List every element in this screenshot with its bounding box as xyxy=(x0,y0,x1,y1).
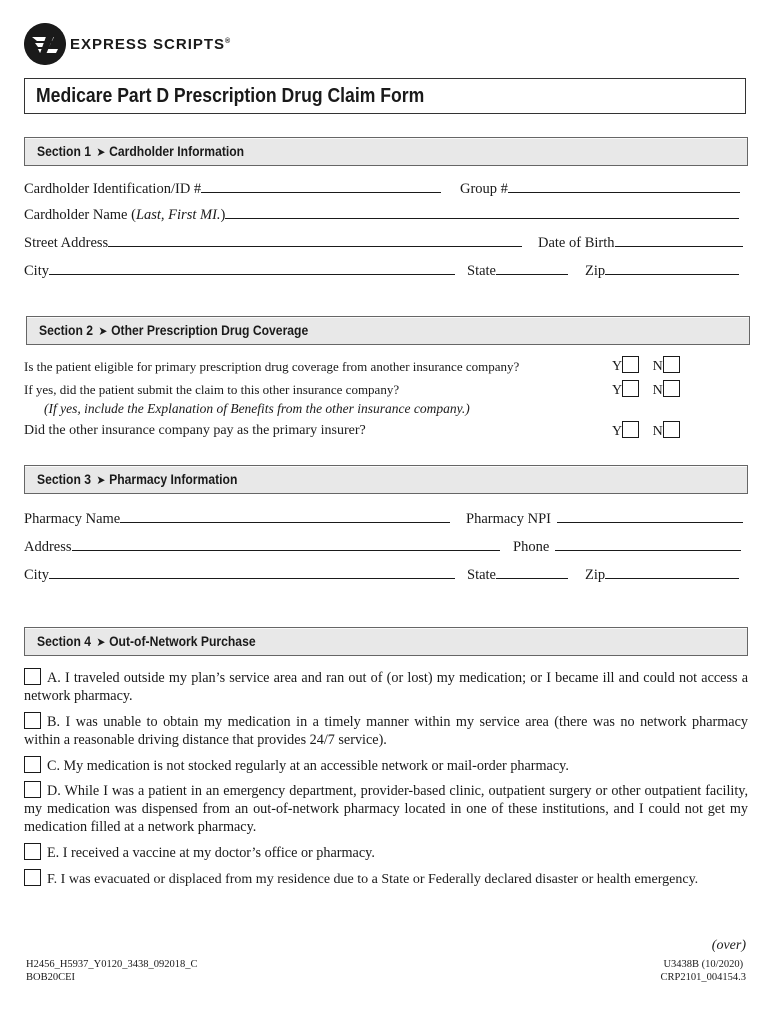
no-checkbox[interactable] xyxy=(663,380,680,397)
yes-checkbox[interactable] xyxy=(622,356,639,373)
option-e: E. I received a vaccine at my doctor’s office or pharmacy. xyxy=(24,843,748,862)
yes-checkbox[interactable] xyxy=(622,380,639,397)
pharmacy-zip-field[interactable]: Zip xyxy=(585,564,739,584)
option-c-checkbox[interactable] xyxy=(24,756,41,773)
cardholder-city-field[interactable]: City xyxy=(24,260,455,280)
option-e-checkbox[interactable] xyxy=(24,843,41,860)
explanation-of-benefits-note: (If yes, include the Explanation of Benefits from the other insurance company.) xyxy=(44,401,470,416)
pharmacy-city-field[interactable]: City xyxy=(24,564,455,584)
footer-code-1: H2456_H5937_Y0120_3438_092018_C xyxy=(26,959,198,970)
yn-submitted-claim: Y N xyxy=(612,380,680,399)
question-primary-insurer: Did the other insurance company pay as the primary insurer? xyxy=(24,423,366,438)
option-f-checkbox[interactable] xyxy=(24,869,41,886)
date-of-birth-field[interactable]: Date of Birth xyxy=(538,232,743,252)
question-eligible-other-coverage: Is the patient eligible for primary prescription drug coverage from another insurance company? xyxy=(24,359,520,374)
section-2-header: Section 2 ➤ Other Prescription Drug Coverage xyxy=(26,316,750,345)
arrow-icon: ➤ xyxy=(96,635,106,649)
pharmacy-state-field[interactable]: State xyxy=(467,564,568,584)
section-3-header: Section 3 ➤ Pharmacy Information xyxy=(24,465,748,494)
brand-name: EXPRESS SCRIPTS® xyxy=(70,35,232,53)
option-c: C. My medication is not stocked regularly at an accessible network or mail-order pharmacy. xyxy=(24,756,748,775)
pharmacy-name-field[interactable]: Pharmacy Name xyxy=(24,508,450,528)
express-scripts-logo xyxy=(24,24,231,64)
footer-form-ids xyxy=(661,958,746,984)
arrow-icon: ➤ xyxy=(96,473,106,487)
arrow-icon: ➤ xyxy=(98,324,108,338)
street-address-field[interactable]: Street Address xyxy=(24,232,522,252)
pharmacy-phone-field[interactable]: Phone xyxy=(513,536,741,556)
section-1-header: Section 1 ➤ Cardholder Information xyxy=(24,137,748,166)
question-submitted-claim: If yes, did the patient submit the claim to this other insurance company? xyxy=(24,382,400,397)
yn-eligible-other-coverage: Y N xyxy=(612,356,680,375)
footer-codes xyxy=(26,958,198,984)
option-a: A. I traveled outside my plan’s service area and ran out of (or lost) my medication; or I became ill and could not access a network pharmacy. xyxy=(24,670,748,704)
option-d: D. While I was a patient in an emergency department, provider-based clinic, outpatient surgery or other outpatient facility, my medication was dispensed from an out-of-network pharmacy located in one of these institutions, and I could not get my medication filled at a network pharmacy. xyxy=(24,783,748,835)
cardholder-name-field[interactable]: Cardholder Name (Last, First MI.) xyxy=(24,204,739,224)
cardholder-zip-field[interactable]: Zip xyxy=(585,260,739,280)
footer-code-2: BOB20CEI xyxy=(26,972,76,983)
option-d-checkbox[interactable] xyxy=(24,781,41,798)
doc-id: CRP2101_004154.3 xyxy=(660,972,746,983)
no-checkbox[interactable] xyxy=(663,421,680,438)
group-field[interactable]: Group # xyxy=(460,178,740,198)
arrow-icon: ➤ xyxy=(96,145,106,159)
form-id: U3438B (10/2020) xyxy=(663,959,744,970)
over-indicator: (over) xyxy=(711,938,746,953)
pharmacy-address-field[interactable]: Address xyxy=(24,536,500,556)
cardholder-state-field[interactable]: State xyxy=(467,260,568,280)
yes-checkbox[interactable] xyxy=(622,421,639,438)
option-a-checkbox[interactable] xyxy=(24,668,41,685)
form-title: Medicare Part D Prescription Drug Claim Form xyxy=(24,78,746,114)
option-b: B. I was unable to obtain my medication in a timely manner within my service area (there was no network pharmacy within a reasonable driving distance that provides 24/7 service). xyxy=(24,714,748,748)
no-checkbox[interactable] xyxy=(663,356,680,373)
section-4-header: Section 4 ➤ Out-of-Network Purchase xyxy=(24,627,748,656)
express-scripts-logo-icon xyxy=(24,23,66,65)
pharmacy-npi-field[interactable]: Pharmacy NPI xyxy=(466,508,743,528)
option-f: F. I was evacuated or displaced from my residence due to a State or Federally declared disaster or health emergency. xyxy=(24,869,748,889)
option-b-checkbox[interactable] xyxy=(24,712,41,729)
yn-primary-insurer: Y N xyxy=(612,421,680,440)
cardholder-id-field[interactable]: Cardholder Identification/ID # xyxy=(24,178,441,198)
